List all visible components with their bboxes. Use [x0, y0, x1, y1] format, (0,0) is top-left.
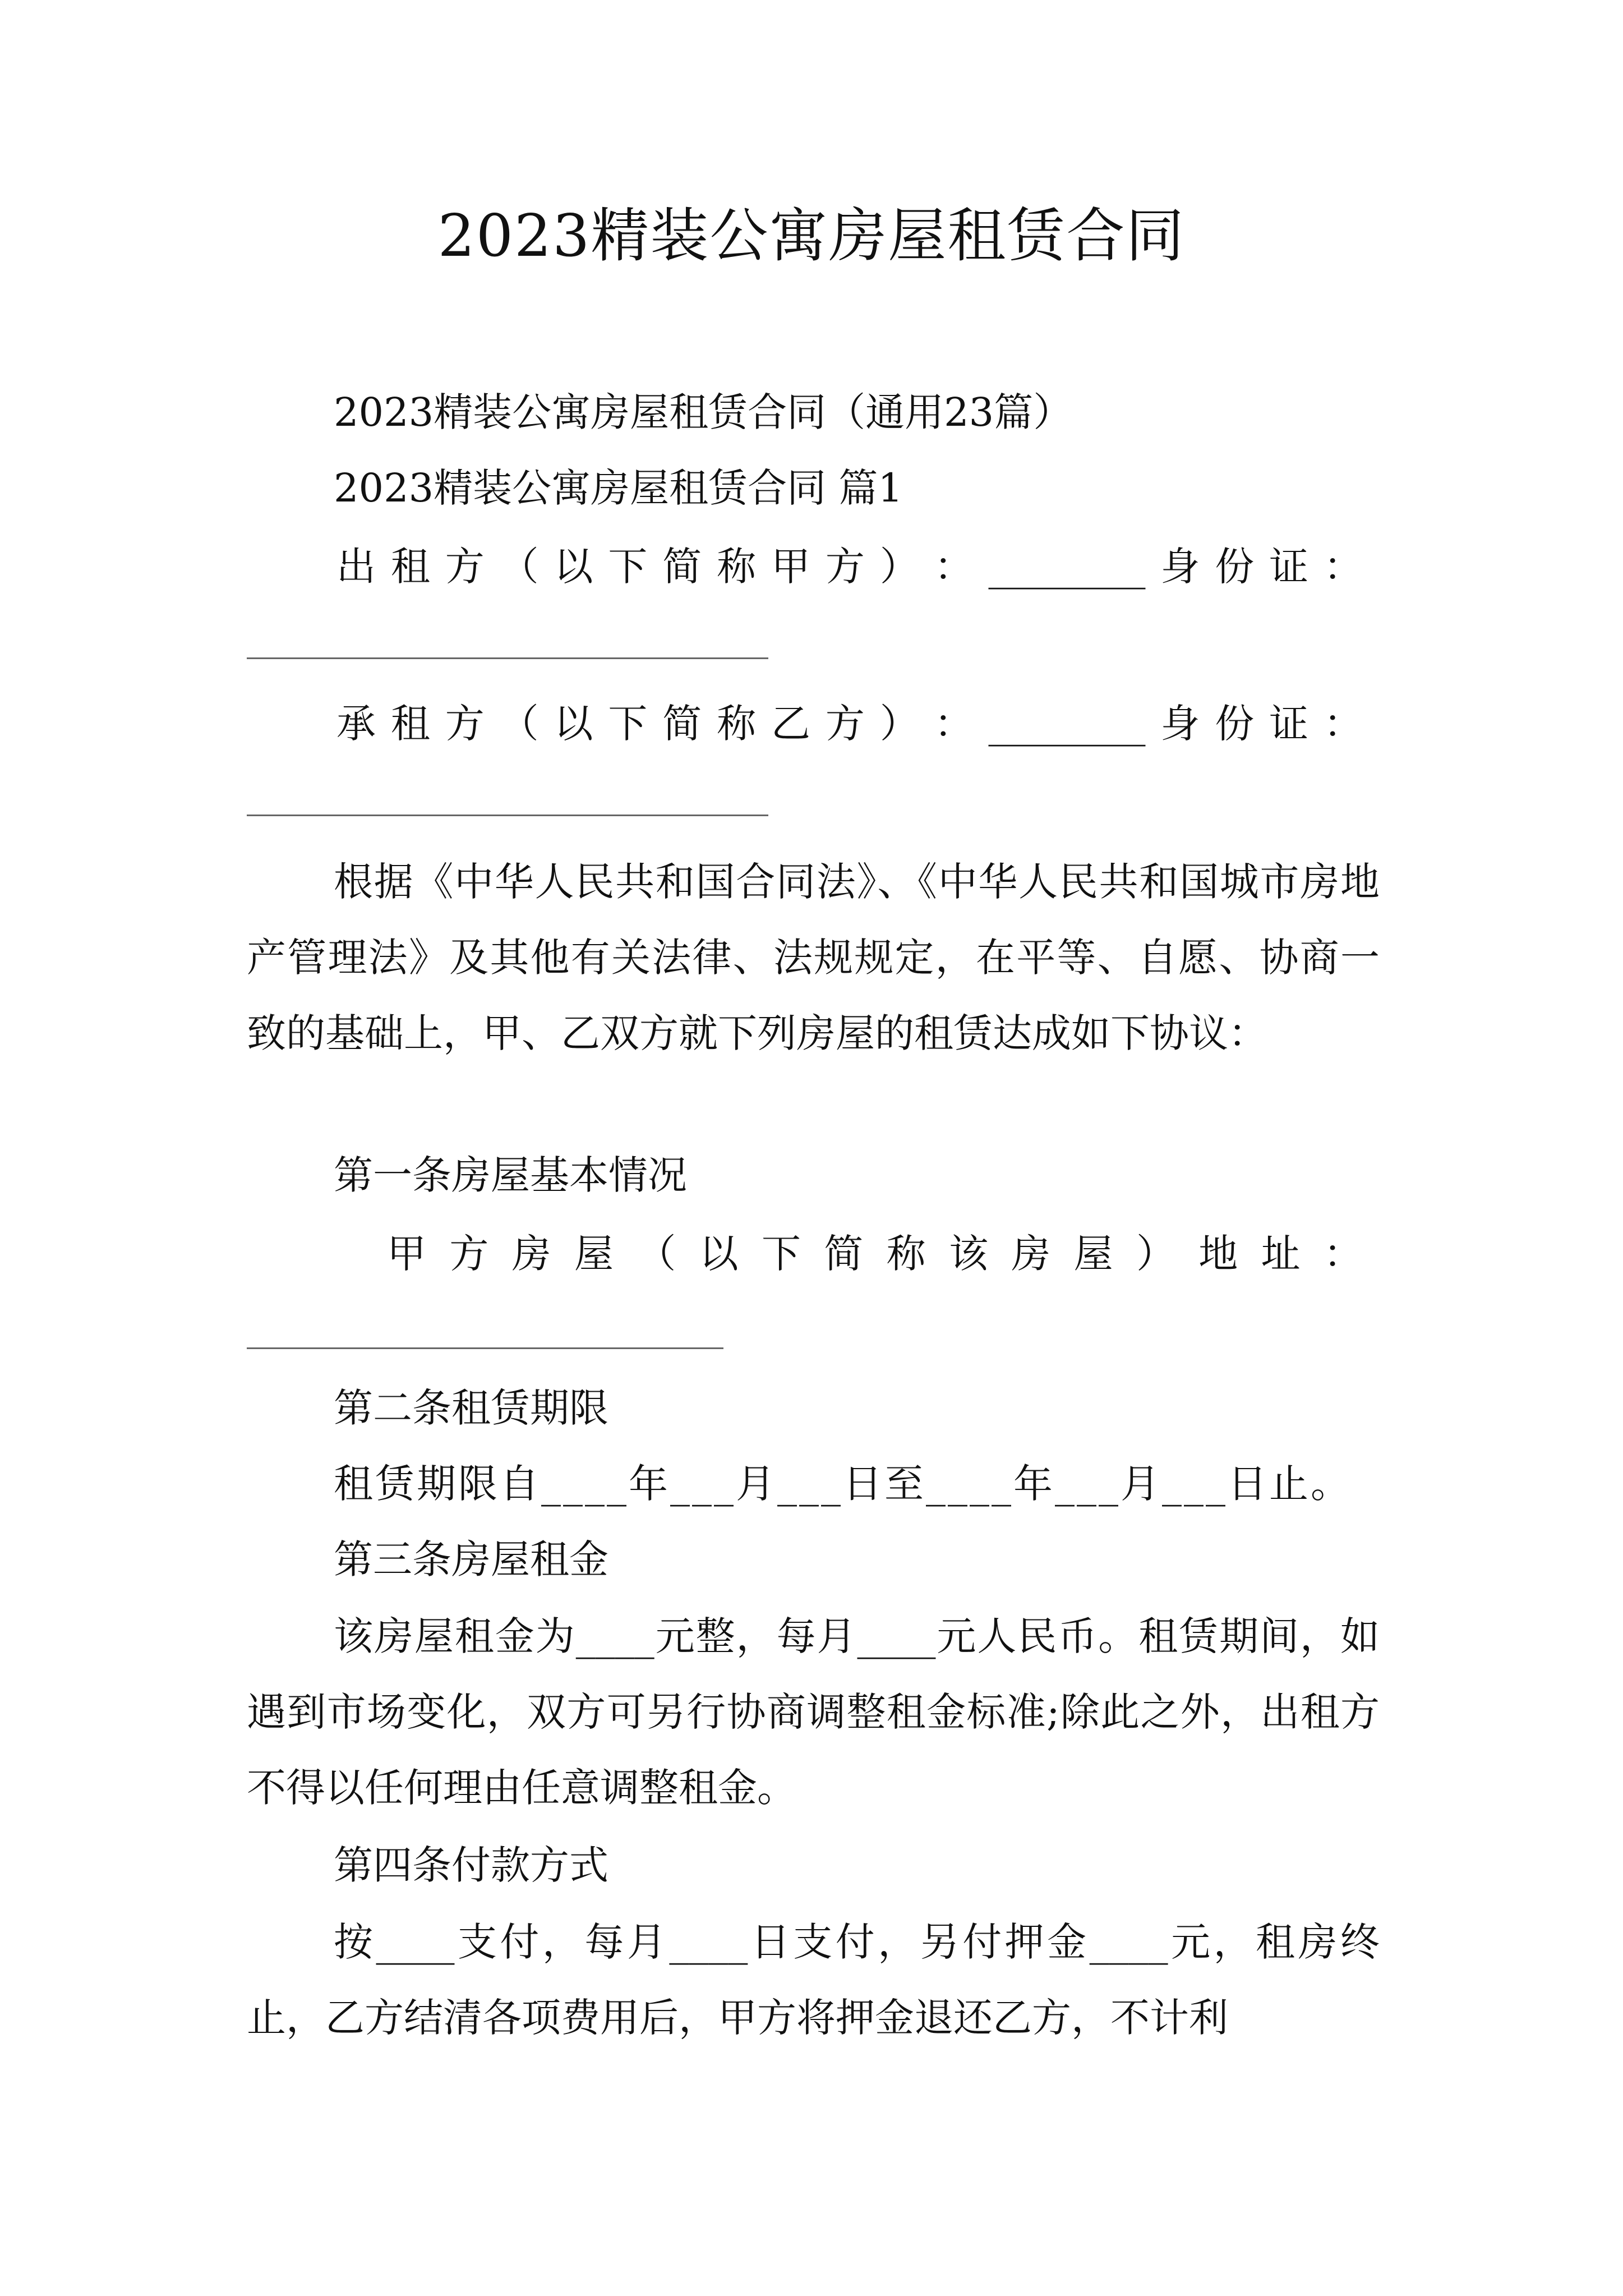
address-char: 屋 — [1073, 1231, 1113, 1277]
address-char: 称 — [886, 1231, 926, 1277]
address-char: 址 — [1261, 1231, 1301, 1277]
lessor-char: ） — [879, 544, 919, 590]
lessee-char: 证 — [1269, 701, 1309, 747]
lessor-char: 甲 — [771, 544, 810, 590]
lessee-char: ： — [934, 701, 974, 747]
address-char: （ — [637, 1231, 676, 1277]
article2-heading: 第二条租赁期限 — [334, 1385, 608, 1431]
intro-paragraph: 根据《中华人民共和国合同法》、《中华人民共和国城市房地产管理法》及其他有关法律、法规规定，在平等、自愿、协商一致的基础上，甲、乙双方就下列房屋的租赁达成如下协议： — [247, 859, 1380, 1056]
lessor-char: 下 — [608, 544, 648, 590]
lessee-id-underline — [247, 815, 768, 816]
lessee-char: 承 — [336, 701, 376, 747]
article3-heading: 第三条房屋租金 — [334, 1536, 608, 1582]
lessee-char: 租 — [390, 701, 430, 747]
lessee-char: （ — [499, 701, 539, 747]
payment-paragraph: 按____支付，每月____日支付，另付押金____元，租房终止，乙方结清各项费用后，甲方将押金退还乙方，不计利 — [247, 1919, 1380, 2041]
article4-heading: 第四条付款方式 — [334, 1842, 608, 1888]
address-underline — [247, 1347, 723, 1349]
address-line — [387, 1226, 1363, 1282]
lessor-char: ： — [1324, 544, 1363, 590]
lessor-char: 方 — [445, 544, 485, 590]
lease-term-line: 租赁期限自____年___月___日至____年___月___日止。 — [334, 1461, 1352, 1507]
section-heading: 2023精装公寓房屋租赁合同 篇1 — [334, 465, 903, 511]
lessor-char: 证 — [1269, 544, 1309, 590]
address-char: 简 — [824, 1231, 864, 1277]
lessee-char: ） — [879, 701, 919, 747]
lessor-char: ： — [934, 544, 974, 590]
address-char: 甲 — [387, 1231, 426, 1277]
lessor-char: 以 — [554, 544, 593, 590]
lessor-char: 简 — [662, 544, 702, 590]
lessee-char: 称 — [717, 701, 757, 747]
address-char: 以 — [699, 1231, 739, 1277]
address-char: ： — [1323, 1231, 1363, 1277]
address-char: 该 — [948, 1231, 988, 1277]
lessor-char: 份 — [1215, 544, 1255, 590]
lessor-char: （ — [499, 544, 539, 590]
lessee-name-blank: ________ — [988, 701, 1146, 747]
lessee-line — [336, 696, 1363, 752]
address-char: 房 — [1011, 1231, 1051, 1277]
address-char: 下 — [761, 1231, 801, 1277]
lessee-char: 身 — [1160, 701, 1200, 747]
lessee-char: 份 — [1215, 701, 1255, 747]
lessee-char: 方 — [825, 701, 865, 747]
lessee-char: 下 — [608, 701, 648, 747]
lessor-char: 身 — [1160, 544, 1200, 590]
lessor-char: 出 — [336, 544, 376, 590]
address-char: 方 — [449, 1231, 489, 1277]
lessor-id-underline — [247, 657, 768, 659]
rent-paragraph: 该房屋租金为____元整，每月____元人民币。租赁期间，如遇到市场变化，双方可另行协商调整租金标准;除此之外，出租方不得以任何理由任意调整租金。 — [247, 1613, 1380, 1811]
address-char: 屋 — [574, 1231, 614, 1277]
lessor-line — [336, 539, 1363, 595]
article1-heading: 第一条房屋基本情况 — [334, 1152, 687, 1198]
lessee-char: 乙 — [771, 701, 810, 747]
lessee-char: 以 — [554, 701, 593, 747]
lessor-char: 方 — [825, 544, 865, 590]
address-char: 地 — [1198, 1231, 1238, 1277]
lessor-name-blank: ________ — [988, 544, 1146, 590]
document-title: 2023精装公寓房屋租赁合同 — [437, 201, 1186, 270]
lessor-char: 称 — [717, 544, 757, 590]
lessor-char: 租 — [390, 544, 430, 590]
address-char: ） — [1136, 1231, 1175, 1277]
lessee-char: ： — [1324, 701, 1363, 747]
lessee-char: 简 — [662, 701, 702, 747]
address-char: 房 — [511, 1231, 551, 1277]
document-subtitle: 2023精装公寓房屋租赁合同（通用23篇） — [334, 389, 1073, 435]
lessee-char: 方 — [445, 701, 485, 747]
